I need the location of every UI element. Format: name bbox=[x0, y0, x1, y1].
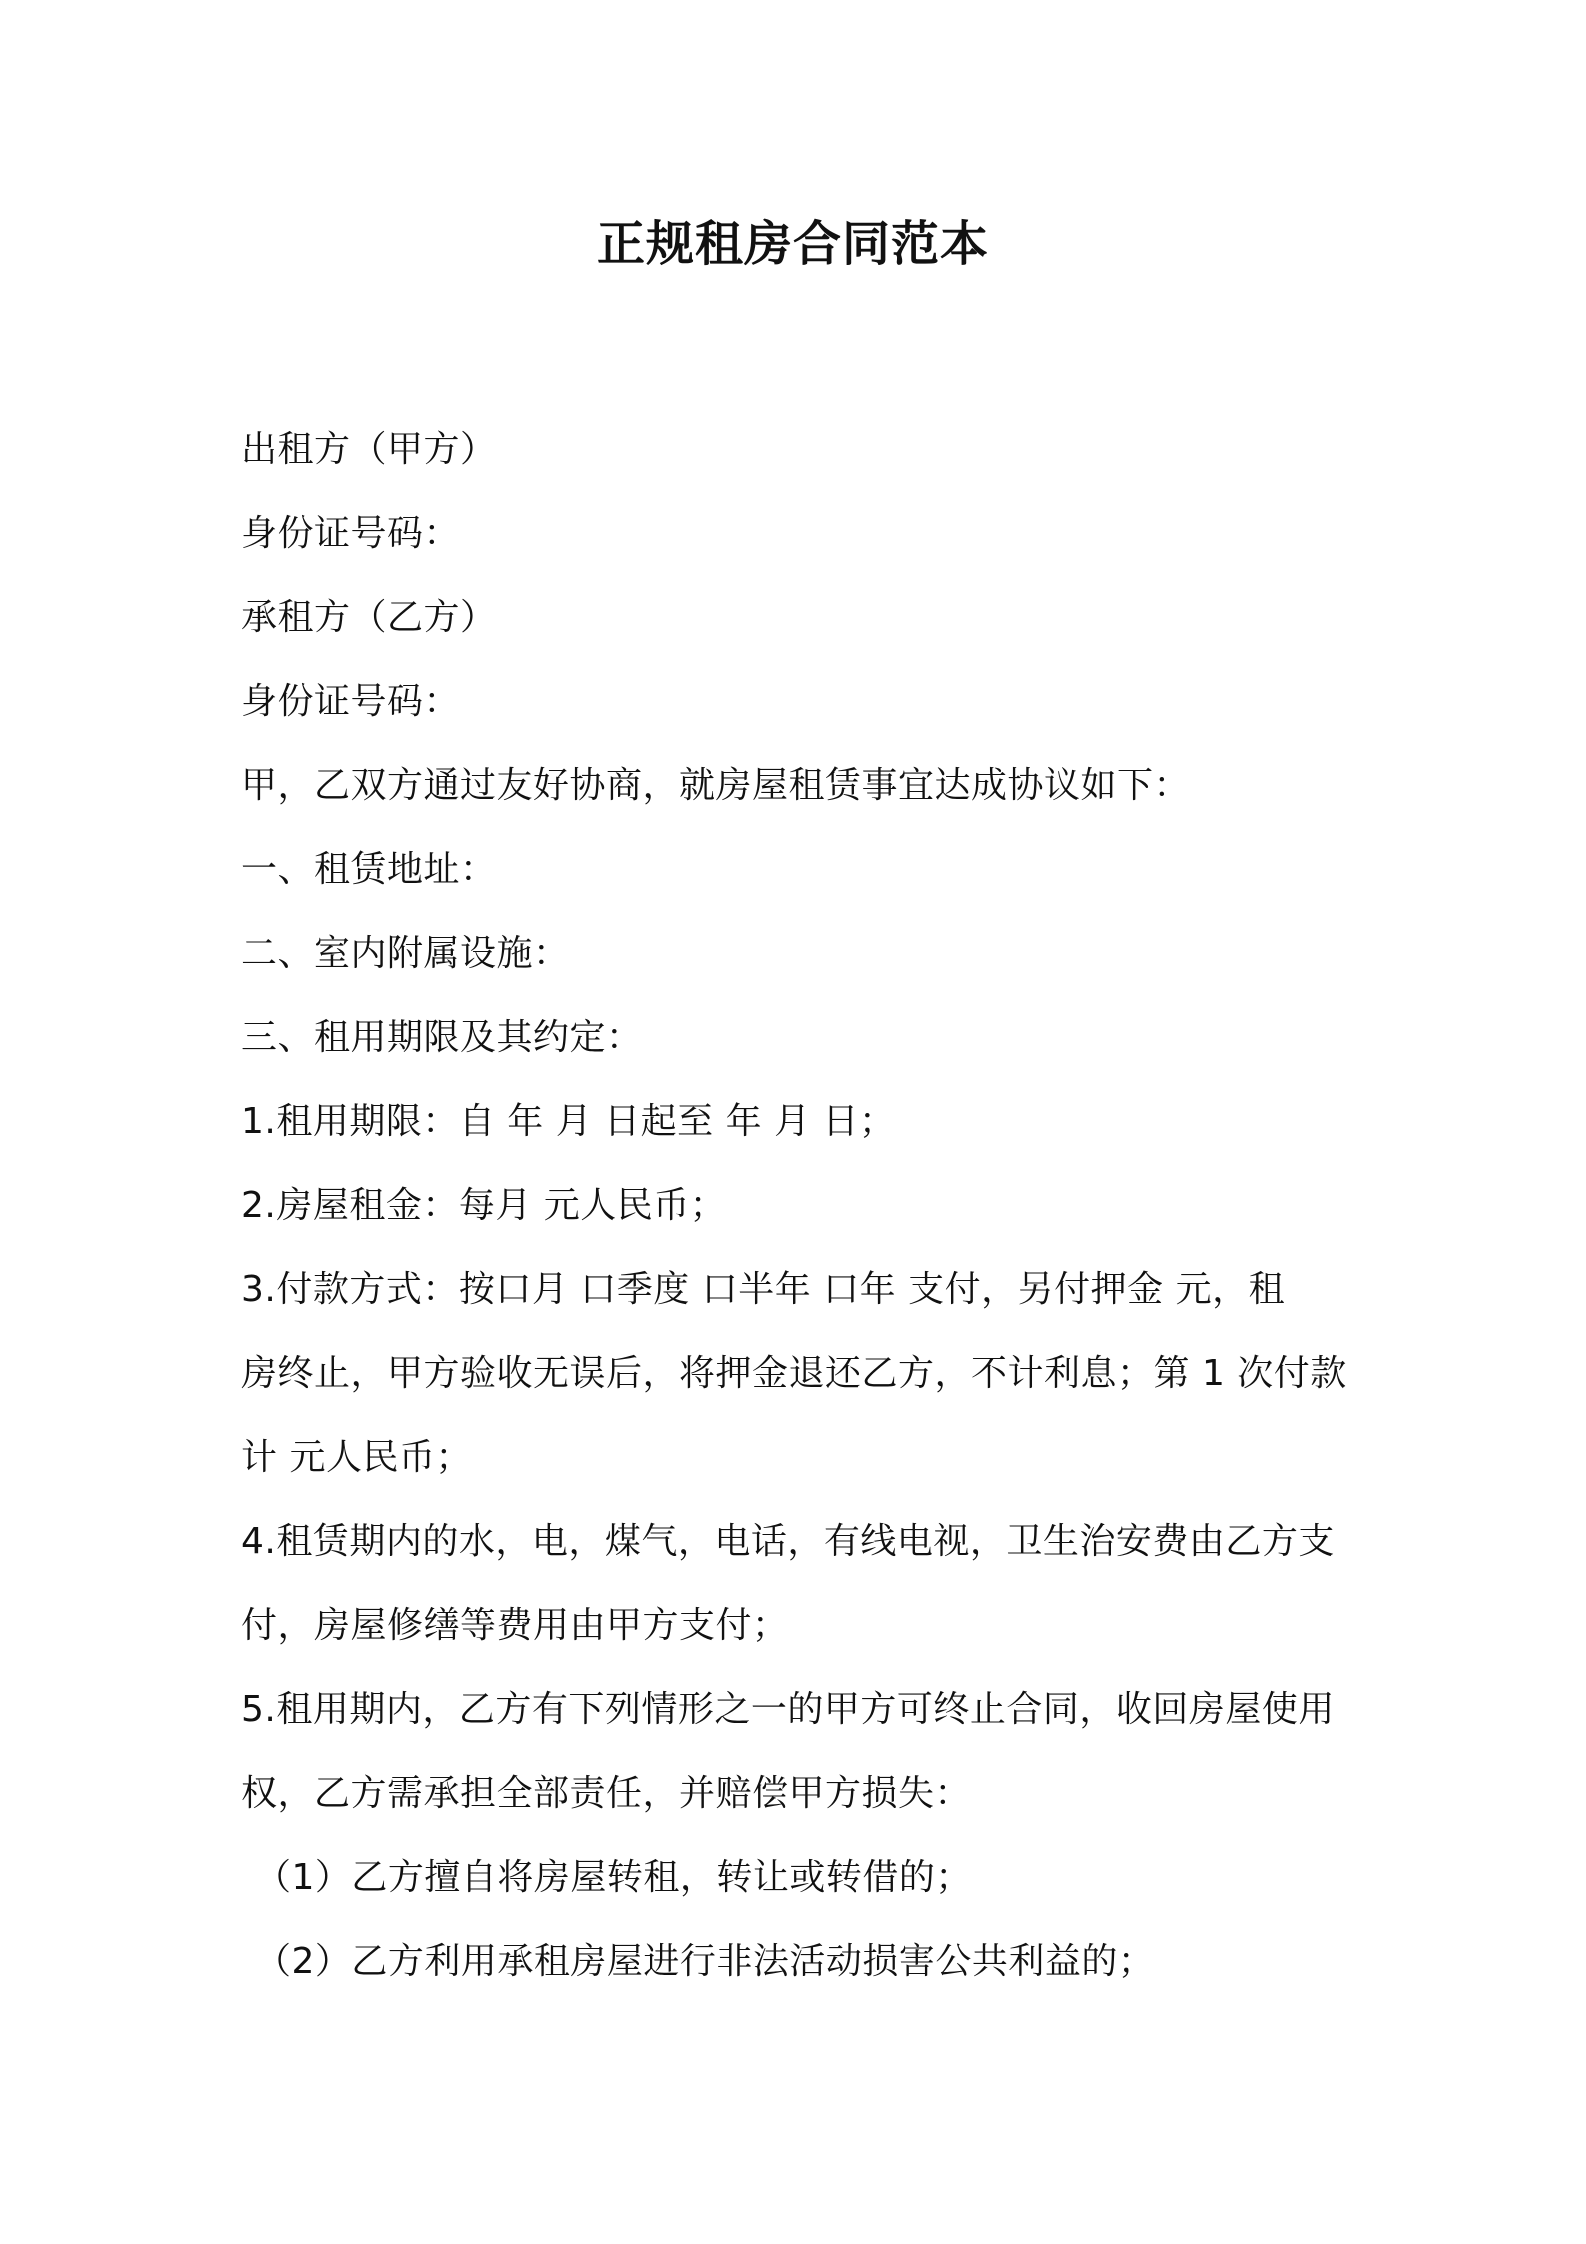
section-2-facilities: 二、室内附属设施： bbox=[241, 933, 570, 974]
agreement-intro: 甲，乙双方通过友好协商，就房屋租赁事宜达成协议如下： bbox=[241, 765, 1191, 806]
lessee-label: 承租方（乙方） bbox=[241, 597, 497, 638]
lessor-label: 出租方（甲方） bbox=[241, 429, 497, 470]
lessor-id-number-label: 身份证号码： bbox=[241, 513, 461, 554]
clause-3-payment-line-3: 计 元人民币； bbox=[241, 1437, 472, 1478]
lessee-id-number-label: 身份证号码： bbox=[241, 681, 461, 722]
clause-1-lease-period: 1.租用期限：自 年 月 日起至 年 月 日； bbox=[241, 1101, 896, 1142]
clause-5-termination-line-2: 权，乙方需承担全部责任，并赔偿甲方损失： bbox=[241, 1773, 972, 1814]
clause-3-payment-line-2: 房终止，甲方验收无误后，将押金退还乙方，不计利息；第 1 次付款 bbox=[241, 1353, 1347, 1394]
clause-5-termination-line-1: 5.租用期内，乙方有下列情形之一的甲方可终止合同，收回房屋使用 bbox=[241, 1689, 1335, 1730]
section-1-lease-address: 一、租赁地址： bbox=[241, 849, 497, 890]
clause-2-rent: 2.房屋租金：每月 元人民币； bbox=[241, 1185, 727, 1226]
section-3-lease-term: 三、租用期限及其约定： bbox=[241, 1017, 643, 1058]
clause-5-item-2: （2）乙方利用承租房屋进行非法活动损害公共利益的； bbox=[255, 1941, 1155, 1982]
clause-5-item-1: （1）乙方擅自将房屋转租，转让或转借的； bbox=[255, 1857, 972, 1898]
document-title: 正规租房合同范本 bbox=[596, 216, 989, 272]
clause-4-fees-line-1: 4.租赁期内的水，电，煤气，电话，有线电视，卫生治安费由乙方支 bbox=[241, 1521, 1335, 1562]
clause-4-fees-line-2: 付，房屋修缮等费用由甲方支付； bbox=[241, 1605, 789, 1646]
clause-3-payment-line-1: 3.付款方式：按口月 口季度 口半年 口年 支付，另付押金 元，租 bbox=[241, 1269, 1286, 1310]
document-body bbox=[241, 408, 1361, 2004]
